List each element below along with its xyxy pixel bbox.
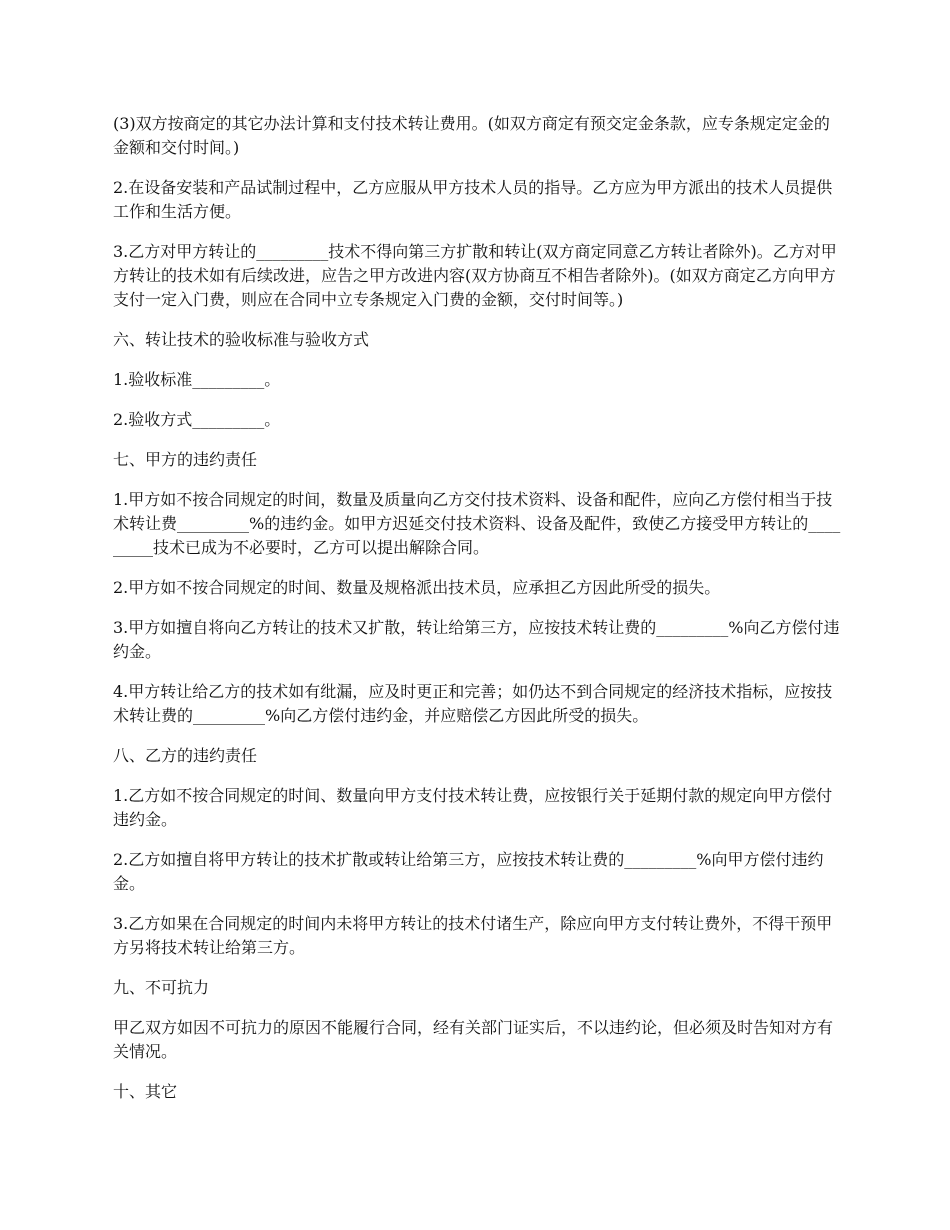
clause-3-payment-other-methods: (3)双方按商定的其它办法计算和支付技术转让费用。(如双方商定有预交定金条款，应专条规定定金的金额和交付时间。) xyxy=(113,114,830,157)
section-9-heading: 九、不可抗力 xyxy=(113,978,210,997)
section-8-heading: 八、乙方的违约责任 xyxy=(113,746,258,765)
party-b-liability-3: 3.乙方如果在合同规定的时间内未将甲方转让的技术付诸生产，除应向甲方支付转让费外，不得干预甲方另将技术转让给第三方。 xyxy=(113,914,833,957)
document-page xyxy=(113,112,841,1120)
acceptance-method: 2.验收方式_________。 xyxy=(113,410,281,429)
force-majeure-text: 甲乙双方如因不可抗力的原因不能履行合同，经有关部门证实后，不以违约论，但必须及时告知对方有关情况。 xyxy=(113,1018,834,1061)
party-a-liability-3: 3.甲方如擅自将向乙方转让的技术又扩散，转让给第三方，应按技术转让费的_________%向乙方偿付违约金。 xyxy=(113,618,840,661)
party-a-liability-4: 4.甲方转让给乙方的技术如有纰漏，应及时更正和完善；如仍达不到合同规定的经济技术指标，应按技术转让费的_________%向乙方偿付违约金，并应赔偿乙方因此所受的损失。 xyxy=(113,682,833,725)
section-7-heading: 七、甲方的违约责任 xyxy=(113,450,258,469)
clause-2-equipment-installation: 2.在设备安装和产品试制过程中，乙方应服从甲方技术人员的指导。乙方应为甲方派出的技术人员提供工作和生活方便。 xyxy=(113,178,833,221)
party-a-liability-2: 2.甲方如不按合同规定的时间、数量及规格派出技术员，应承担乙方因此所受的损失。 xyxy=(113,578,721,597)
party-b-liability-2: 2.乙方如擅自将甲方转让的技术扩散或转让给第三方，应按技术转让费的_________%向甲方偿付违约金。 xyxy=(113,850,824,893)
party-b-liability-1: 1.乙方如不按合同规定的时间、数量向甲方支付技术转让费，应按银行关于延期付款的规定向甲方偿付违约金。 xyxy=(113,786,833,829)
party-a-liability-1: 1.甲方如不按合同规定的时间，数量及质量向乙方交付技术资料、设备和配件，应向乙方偿付相当于技术转让费_________%的违约金。如甲方迟延交付技术资料、设备及配件，致使乙方接受甲方转让的_________技术已成为不必要时，乙方可以提出解除合同。 xyxy=(113,490,841,557)
section-10-heading: 十、其它 xyxy=(113,1082,178,1101)
clause-3-no-diffusion: 3.乙方对甲方转让的_________技术不得向第三方扩散和转让(双方商定同意乙方转让者除外)。乙方对甲方转让的技术如有后续改进，应告之甲方改进内容(双方协商互不相告者除外)。(如双方商定乙方向甲方支付一定入门费，则应在合同中立专条规定入门费的金额，交付时间等。) xyxy=(113,242,837,309)
section-6-heading: 六、转让技术的验收标准与验收方式 xyxy=(113,330,370,349)
acceptance-standard: 1.验收标准_________。 xyxy=(113,370,281,389)
